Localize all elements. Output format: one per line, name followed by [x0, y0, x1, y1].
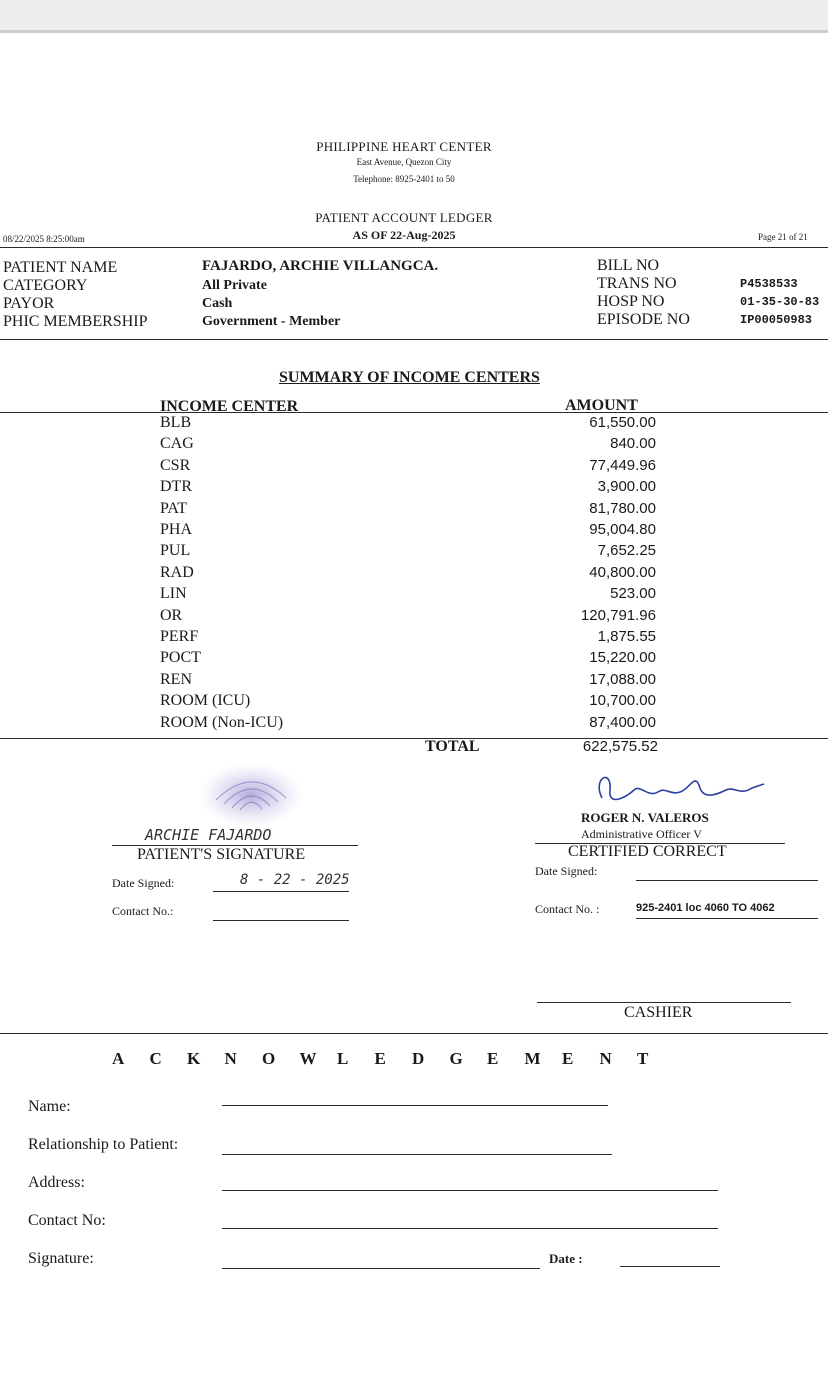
ack-name-line — [222, 1105, 608, 1106]
acknowledgement-letter: W — [299, 1049, 317, 1068]
income-center-amount: 95,004.80 — [589, 521, 656, 538]
acknowledgement-letter: T — [637, 1049, 649, 1068]
income-center-code: ROOM (ICU) — [160, 692, 251, 710]
officer-title: Administrative Officer V — [581, 827, 702, 841]
income-center-code: RAD — [160, 563, 194, 581]
officer-date-line — [636, 880, 818, 881]
acknowledgement-letter: G — [449, 1049, 463, 1068]
officer-contact-label: Contact No. : — [535, 902, 600, 916]
institution-address: East Avenue, Quezon City — [356, 157, 452, 167]
ack-date-label: Date : — [549, 1251, 583, 1266]
income-center-code: PUL — [160, 542, 191, 560]
episode-no-label: EPISODE NO — [597, 311, 690, 328]
income-center-row — [0, 542, 828, 563]
date-signed-value: 8 - 22 - 2025 — [240, 872, 350, 888]
page-number: Page 21 of 21 — [758, 232, 808, 242]
income-center-row — [0, 692, 828, 713]
income-center-code: OR — [160, 606, 183, 624]
date-signed-line — [213, 891, 349, 892]
print-timestamp: 08/22/2025 8:25:00am — [3, 234, 85, 244]
income-center-amount: 3,900.00 — [597, 478, 656, 496]
income-center-code: POCT — [160, 649, 201, 667]
phic-label: PHIC MEMBERSHIP — [3, 313, 148, 330]
income-center-amount: 840.00 — [610, 435, 656, 453]
bill-no-label: BILL NO — [597, 257, 660, 274]
income-center-amount: 7,652.25 — [597, 542, 656, 560]
income-center-row — [0, 607, 828, 628]
category-value: All Private — [202, 278, 267, 293]
income-center-row — [0, 521, 828, 542]
officer-date-signed-label: Date Signed: — [535, 864, 598, 878]
acknowledgement-letter: C — [149, 1049, 162, 1068]
income-center-code: CAG — [160, 435, 194, 453]
acknowledgement-letter: K — [187, 1049, 201, 1068]
income-center-row — [0, 585, 828, 606]
ack-signature-label: Signature: — [28, 1250, 94, 1267]
income-center-code: PAT — [160, 499, 187, 517]
document-title: PATIENT ACCOUNT LEDGER — [315, 210, 493, 225]
income-center-row — [0, 457, 828, 478]
as-of-date: AS OF 22-Aug-2025 — [352, 228, 456, 242]
income-center-amount: 77,449.96 — [589, 456, 656, 474]
income-center-row — [0, 478, 828, 499]
income-center-amount: 61,550.00 — [589, 414, 656, 431]
acknowledgement-letter: O — [262, 1049, 276, 1068]
income-center-row — [0, 435, 828, 456]
ack-relationship-label: Relationship to Patient: — [28, 1136, 179, 1153]
total-amount: 622,575.52 — [582, 738, 658, 755]
patient-name-label: PATIENT NAME — [3, 259, 118, 276]
hosp-no-label: HOSP NO — [597, 293, 665, 310]
thumbprint-mark — [196, 760, 306, 830]
income-center-code: BLB — [160, 414, 192, 431]
income-center-code: PHA — [160, 521, 193, 538]
contact-no-line — [213, 920, 349, 921]
certified-correct: CERTIFIED CORRECT — [568, 843, 727, 860]
acknowledgement-letter: E — [562, 1049, 574, 1068]
officer-contact-line — [636, 918, 818, 919]
income-center-amount: 17,088.00 — [589, 670, 656, 688]
income-center-amount: 81,780.00 — [589, 499, 656, 517]
total-rule — [0, 738, 828, 739]
income-center-amount: 523.00 — [610, 585, 656, 603]
officer-contact-value: 925-2401 loc 4060 TO 4062 — [636, 902, 775, 914]
income-center-code: ROOM (Non-ICU) — [160, 713, 284, 731]
summary-header-rule — [0, 412, 828, 413]
payor-label: PAYOR — [3, 295, 55, 312]
income-center-row — [0, 649, 828, 670]
ack-contact-line — [222, 1228, 718, 1229]
income-center-code: LIN — [160, 585, 187, 603]
institution-telephone: Telephone: 8925-2401 to 50 — [353, 174, 455, 184]
acknowledgement-letter: D — [412, 1049, 425, 1068]
acknowledgement-letter: N — [599, 1049, 612, 1068]
ack-date-line — [620, 1266, 720, 1267]
income-center-code: DTR — [160, 478, 192, 496]
income-center-row — [0, 714, 828, 735]
income-center-amount: 15,220.00 — [589, 649, 656, 667]
patient-signature-label: PATIENT'S SIGNATURE — [137, 846, 306, 863]
income-center-row — [0, 564, 828, 585]
income-center-amount: 87,400.00 — [589, 713, 656, 731]
acknowledgement-letter: E — [374, 1049, 386, 1068]
patient-divider — [0, 339, 828, 340]
acknowledgement-letter: L — [337, 1049, 349, 1068]
income-center-row — [0, 414, 828, 435]
income-center-row — [0, 628, 828, 649]
total-label: TOTAL — [425, 738, 480, 755]
income-center-code: CSR — [160, 456, 191, 474]
viewer-top-bar — [0, 0, 828, 33]
income-center-amount: 10,700.00 — [589, 692, 656, 710]
cashier-line — [537, 1002, 791, 1003]
hosp-no-value: 01-35-30-83 — [740, 295, 820, 309]
income-center-code: PERF — [160, 628, 199, 645]
acknowledgement-letter: N — [224, 1049, 237, 1068]
contact-no-label: Contact No.: — [112, 904, 174, 918]
ack-address-label: Address: — [28, 1174, 85, 1191]
trans-no-value: P4538533 — [740, 277, 798, 291]
cashier-label: CASHIER — [624, 1004, 693, 1021]
income-center-row — [0, 500, 828, 521]
summary-title: SUMMARY OF INCOME CENTERS — [279, 369, 540, 386]
institution-name: PHILIPPINE HEART CENTER — [316, 139, 492, 154]
acknowledgement-letter: E — [487, 1049, 499, 1068]
acknowledgement-letter: M — [524, 1049, 541, 1068]
date-signed-label: Date Signed: — [112, 876, 175, 890]
income-center-code: REN — [160, 670, 192, 688]
category-label: CATEGORY — [3, 277, 88, 294]
ack-relationship-line — [222, 1154, 612, 1155]
phic-value: Government - Member — [202, 314, 341, 329]
acknowledgement-letter: A — [112, 1049, 125, 1068]
ack-address-line — [222, 1190, 718, 1191]
episode-no-value: IP00050983 — [740, 313, 813, 327]
col-income-center: INCOME CENTER — [160, 398, 299, 415]
trans-no-label: TRANS NO — [597, 275, 677, 292]
header-divider — [0, 247, 828, 248]
ack-signature-line — [222, 1268, 540, 1269]
patient-handwritten-name: ARCHIE FAJARDO — [145, 826, 272, 844]
officer-name: ROGER N. VALEROS — [581, 810, 709, 825]
col-amount: AMOUNT — [565, 397, 638, 414]
income-center-row — [0, 671, 828, 692]
income-center-amount: 120,791.96 — [580, 606, 656, 624]
ack-name-label: Name: — [28, 1098, 71, 1115]
income-center-amount: 40,800.00 — [589, 563, 656, 581]
payor-value: Cash — [202, 296, 233, 311]
patient-name: FAJARDO, ARCHIE VILLANGCA. — [202, 258, 439, 274]
income-center-amount: 1,875.55 — [597, 628, 656, 645]
acknowledgement-divider — [0, 1033, 828, 1034]
ack-contact-label: Contact No: — [28, 1212, 106, 1229]
